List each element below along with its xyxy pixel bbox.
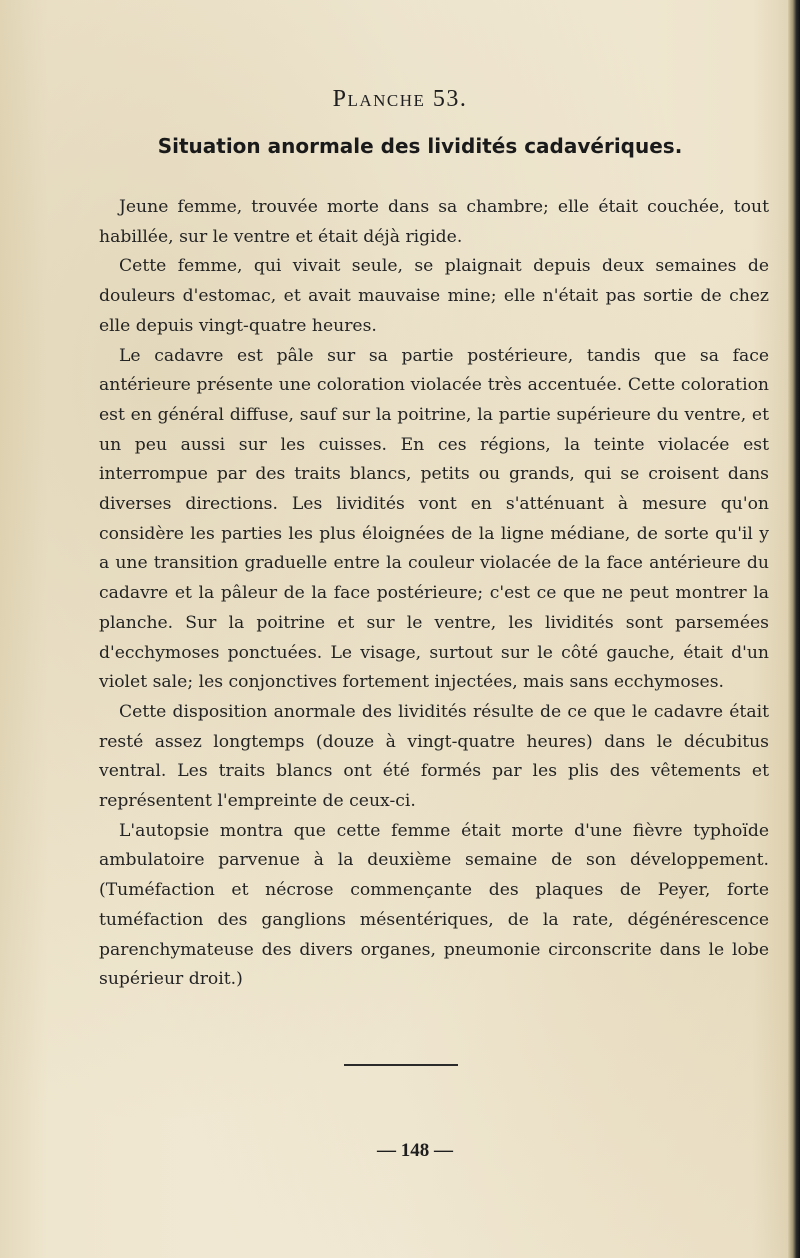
plate-subtitle: Situation anormale des lividités cadavériques. (157, 134, 683, 158)
plate-title: Planche 53. (332, 86, 468, 112)
page-number: — 148 — (377, 1140, 453, 1161)
paragraph: L'autopsie montra que cette femme était morte d'une fièvre typhoïde ambulatoire parvenue à la deuxième semaine de son développement. (Tuméfaction et nécrose commençante des plaques de Peyer, forte tuméfaction des ganglions mésentériques, de la rate, dégénérescence parenchymateuse des divers organes, pneumonie circonscrite dans le lobe supérieur droit.) (99, 820, 769, 990)
paragraph: Le cadavre est pâle sur sa partie postérieure, tandis que sa face antérieure présente une coloration violacée très accentuée. Cette coloration est en général diffuse, sauf sur la poitrine, la partie supérieure du ventre, et un peu aussi sur les cuisses. En ces régions, la teinte violacée est interrompue par des traits blancs, petits ou grands, qui se croisent dans diverses directions. Les lividités vont en s'atténuant à mesure qu'on considère les parties les plus éloignées de la ligne médiane, de sorte qu'il y a une transition graduelle entre la couleur violacée de la face antérieure du cadavre et la pâleur de la face postérieure; c'est ce que ne peut montrer la planche. Sur la poitrine et sur le ventre, les lividités sont parsemées d'ecchymoses ponctuées. Le visage, surtout sur le côté gauche, était d'un violet sale; les conjonctives fortement injectées, mais sans ecchymoses. (99, 345, 769, 693)
section-divider (344, 1064, 458, 1066)
paragraph: Jeune femme, trouvée morte dans sa chambre; elle était couchée, tout habillée, sur le ventre et était déjà rigide. (99, 197, 769, 247)
paragraph: Cette disposition anormale des lividités résulte de ce que le cadavre était resté assez longtemps (douze à vingt-quatre heures) dans le décubitus ventral. Les traits blancs ont été formés par les plis des vêtements et représentent l'empreinte de ceux-ci. (99, 701, 769, 812)
page-edge-shadow (788, 0, 800, 1258)
body-text (99, 193, 769, 995)
paragraph: Cette femme, qui vivait seule, se plaignait depuis deux semaines de douleurs d'estomac, et avait mauvaise mine; elle n'était pas sortie de chez elle depuis vingt-quatre heures. (99, 256, 769, 336)
